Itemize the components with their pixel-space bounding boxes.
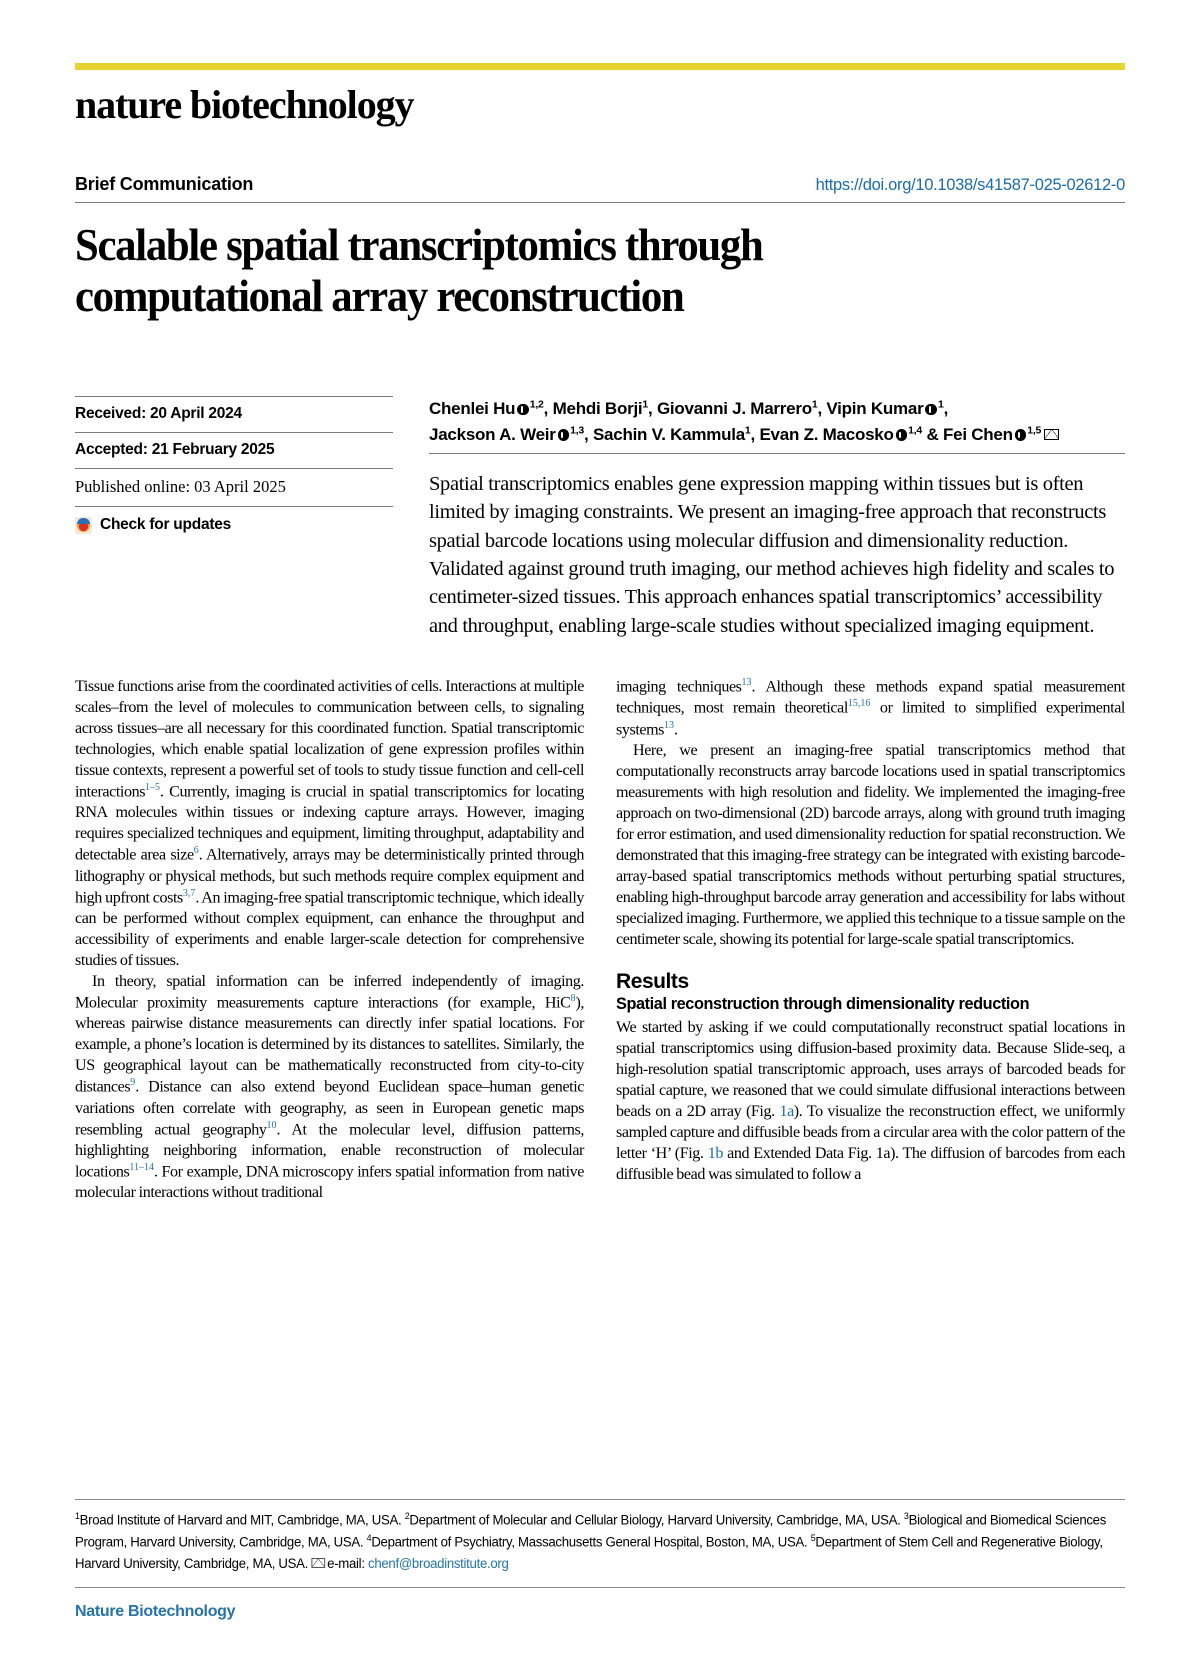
affiliation-number: 1 xyxy=(75,1510,80,1521)
affiliation-text: Broad Institute of Harvard and MIT, Cambridge, MA, USA. xyxy=(79,1512,405,1528)
doi-link[interactable]: https://doi.org/10.1038/s41587-025-02612-0 xyxy=(815,176,1125,194)
citation-ref[interactable]: 1–5 xyxy=(145,781,161,793)
orcid-icon[interactable] xyxy=(1015,429,1027,441)
affiliation-text: Department of Psychiatry, Massachusetts General Hospital, Boston, MA, USA. xyxy=(371,1534,811,1550)
author-name[interactable]: , Evan Z. Macosko xyxy=(750,424,894,444)
authors-and-abstract xyxy=(429,396,1125,640)
orcid-icon[interactable] xyxy=(558,429,570,441)
author-list xyxy=(429,396,1125,453)
article-type-label: Brief Communication xyxy=(75,174,254,194)
citation-ref[interactable]: 13 xyxy=(664,719,675,731)
paragraph: Here, we present an imaging-free spatial transcriptomics method that computationally reconstructs array barcode locations used in spatial transcriptomics measurements with high resolution and fidelity. We implemented the imaging-free approach on two-dimensional (2D) barcode arrays, along with ground truth imaging for error estimation, and used dimensionality reduction for spatial reconstruction. We demonstrated that this imaging-free strategy can be integrated with existing barcode-array-based spatial transcriptomics methods without perturbing spatial structures, enabling high-throughput barcode array generation and accessibility for labs without specialized imaging. Furthermore, we applied this technique to a tissue sample on the centimeter scale, showing its potential for large-scale spatial transcriptomics. xyxy=(616,741,1125,948)
citation-ref[interactable]: 9 xyxy=(130,1077,136,1089)
affiliations xyxy=(75,1509,1109,1574)
published-date: Published online: 03 April 2025 xyxy=(75,468,393,506)
author-name[interactable]: , Sachin V. Kammula xyxy=(584,424,745,444)
email-label: e-mail: xyxy=(327,1555,369,1571)
author-separator: , xyxy=(943,399,949,419)
subsection-heading: Spatial reconstruction through dimensionality reduction xyxy=(616,995,1030,1014)
paragraph-text: . xyxy=(674,720,678,738)
paragraph xyxy=(75,971,584,1203)
affiliation-text: Department of Molecular and Cellular Biology, Harvard University, Cambridge, MA, USA. xyxy=(409,1512,904,1528)
citation-ref[interactable]: 10 xyxy=(266,1119,277,1131)
page-title xyxy=(75,220,1125,321)
footer-divider-bottom xyxy=(75,1587,1125,1588)
body-column-right xyxy=(616,676,1125,1204)
citation-ref[interactable]: 3,7 xyxy=(182,887,196,899)
accepted-date: Accepted: 21 February 2025 xyxy=(75,432,393,468)
article-metadata xyxy=(75,396,393,640)
paragraph-text: . Alternatively, arrays may be deterministically printed through lithography or physical methods, but such methods require complex equipment and high upfront costs xyxy=(75,846,584,906)
citation-ref[interactable]: 15,16 xyxy=(847,698,871,710)
figure-ref-link[interactable]: 1b xyxy=(707,1144,723,1162)
paragraph-text: . At the molecular level, diffusion patterns, highlighting neighboring information, enable reconstruction of molecular locations xyxy=(75,1121,584,1181)
orcid-icon[interactable] xyxy=(896,429,908,441)
abstract-text: Spatial transcriptomics enables gene expression mapping within tissues but is often limited by imaging constraints. We present an imaging-free approach that reconstructs spatial barcode locations using molecular diffusion and dimensionality reduction. Validated against ground truth imaging, our method achieves high fidelity and scales to centimeter-sized tissues. This approach enhances spatial transcriptomics’ accessibility and throughput, enabling large-scale studies without specialized imaging equipment. xyxy=(429,473,1115,637)
figure-ref-link[interactable]: 1a xyxy=(779,1102,794,1120)
section-heading-results: Results xyxy=(616,969,689,993)
author-name[interactable]: & Fei Chen xyxy=(922,424,1013,444)
citation-ref[interactable]: 6 xyxy=(193,845,199,857)
paragraph-text: In theory, spatial information can be inferred independently of imaging. Molecular proximity measurements capture interactions (for example, HiC xyxy=(75,972,584,1012)
orcid-icon[interactable] xyxy=(925,404,937,416)
article-page xyxy=(0,63,1200,1656)
author-affiliation-ref: 1 xyxy=(811,398,818,411)
author-affiliation-ref: 1,2 xyxy=(529,398,544,411)
affiliation-number: 2 xyxy=(404,1510,410,1521)
author-affiliation-ref: 1,5 xyxy=(1027,424,1042,437)
footer-journal-name: Nature Biotechnology xyxy=(75,1603,236,1620)
body-columns xyxy=(75,676,1125,1204)
paragraph-text: . Although these methods expand spatial measurement techniques, most remain theoretical xyxy=(616,678,1126,717)
orcid-icon[interactable] xyxy=(517,404,529,416)
paragraph-text: ). To visualize the reconstruction effect, we uniformly sampled capture and diffusible beads from a circular area with the color pattern of the letter ‘H’ (Fig. xyxy=(616,1102,1125,1162)
check-for-updates-label: Check for updates xyxy=(100,516,231,534)
footer-divider-top xyxy=(75,1499,1125,1500)
author-name[interactable]: , Mehdi Borji xyxy=(543,399,643,419)
header-divider xyxy=(75,202,1125,203)
author-affiliation-ref: 1 xyxy=(937,398,944,411)
meta-and-abstract xyxy=(75,396,1125,640)
brand-accent-rule xyxy=(75,63,1125,70)
citation-ref[interactable]: 13 xyxy=(741,676,752,688)
author-name[interactable]: Jackson A. Weir xyxy=(429,424,556,444)
email-envelope-icon xyxy=(311,1558,325,1569)
email-envelope-icon[interactable] xyxy=(1044,429,1059,440)
abstract-divider xyxy=(429,453,1125,454)
author-affiliation-ref: 1,3 xyxy=(570,424,584,437)
paragraph-text: or limited to simplified experimental systems xyxy=(616,699,1125,738)
corresponding-email-link[interactable]: chenf@broadinstitute.org xyxy=(368,1555,509,1571)
paragraph-text: . For example, DNA microscopy infers spatial information from native molecular interactions without traditional xyxy=(75,1163,584,1202)
citation-ref[interactable]: 8 xyxy=(570,992,576,1004)
paragraph xyxy=(616,676,1125,740)
paragraph-text: ), whereas pairwise distance measurements can directly infer spatial locations. For example, a phone’s location is determined by its distances to satellites. Similarly, the US geographical layout can be mathematically reconstructed from city-to-city distances xyxy=(75,994,584,1096)
affiliation-text: Department of Stem Cell and Regenerative Biology, Harvard University, Cambridge, MA, USA. xyxy=(75,1534,1103,1571)
author-name[interactable]: Chenlei Hu xyxy=(429,399,516,419)
paragraph-text: We started by asking if we could computationally reconstruct spatial locations in spatial transcriptomics using diffusion-based proximity data. Because Slide-seq, a high-resolution spatial transcriptomic approach, uses arrays of barcoded beads for spatial capture, we reasoned that we could simulate diffusional interactions between beads on a 2D array (Fig. xyxy=(616,1018,1125,1120)
paragraph xyxy=(616,1017,1125,1185)
page-footer xyxy=(75,1499,1125,1621)
page-title-line-2: computational array reconstruction xyxy=(75,269,684,321)
paragraph-text: . Currently, imaging is crucial in spatial transcriptomics for locating RNA molecules within tissues or indexing capture arrays. However, imaging requires specialized techniques and equipment, limiting throughput, adaptability and detectable area size xyxy=(75,783,584,864)
journal-masthead-title: nature biotechnology xyxy=(75,82,414,127)
article-type-row xyxy=(75,174,1125,195)
affiliation-number: 5 xyxy=(810,1532,816,1543)
author-affiliation-ref: 1 xyxy=(642,398,648,411)
crossmark-icon xyxy=(75,517,92,534)
body-column-left xyxy=(75,676,584,1204)
author-affiliation-ref: 1 xyxy=(744,424,751,437)
paragraph xyxy=(75,676,584,971)
paragraph-text: . An imaging-free spatial transcriptomic technique, which ideally can be performed without complex equipment, can enhance the throughput and accessibility of experiments and enable larger-scale detection for comprehensive studies of tissues. xyxy=(75,888,584,969)
affiliation-text: Biological and Biomedical Sciences Program, Harvard University, Cambridge, MA, USA. xyxy=(75,1512,1107,1550)
citation-ref[interactable]: 11–14 xyxy=(129,1162,154,1174)
affiliation-number: 4 xyxy=(366,1532,372,1543)
author-name[interactable]: , Vipin Kumar xyxy=(817,399,924,419)
author-affiliation-ref: 1,4 xyxy=(908,424,923,437)
paragraph-text: . Distance can also extend beyond Euclidean space–human genetic variations often correlate with geography, as seen in European genetic maps resembling actual geography xyxy=(75,1078,584,1139)
check-for-updates[interactable] xyxy=(75,506,393,543)
paragraph-text: Tissue functions arise from the coordinated activities of cells. Interactions at multiple scales–from the level of molecules to communication between cells, to signaling across tissues–are all necessary for this coordinated function. Spatial transcriptomic technologies, which enable spatial localization of gene expression profiles within tissue contexts, represent a powerful set of tools to study tissue function and cell-cell interactions xyxy=(75,677,584,801)
author-name[interactable]: , Giovanni J. Marrero xyxy=(648,399,812,419)
paragraph-text: imaging techniques xyxy=(616,678,742,696)
paragraph-text: and Extended Data Fig. 1a). The diffusion of barcodes from each diffusible bead was simulated to follow a xyxy=(616,1144,1125,1183)
received-date: Received: 20 April 2024 xyxy=(75,396,393,432)
affiliation-number: 3 xyxy=(903,1510,909,1521)
page-title-line-1: Scalable spatial transcriptomics through xyxy=(75,219,763,270)
